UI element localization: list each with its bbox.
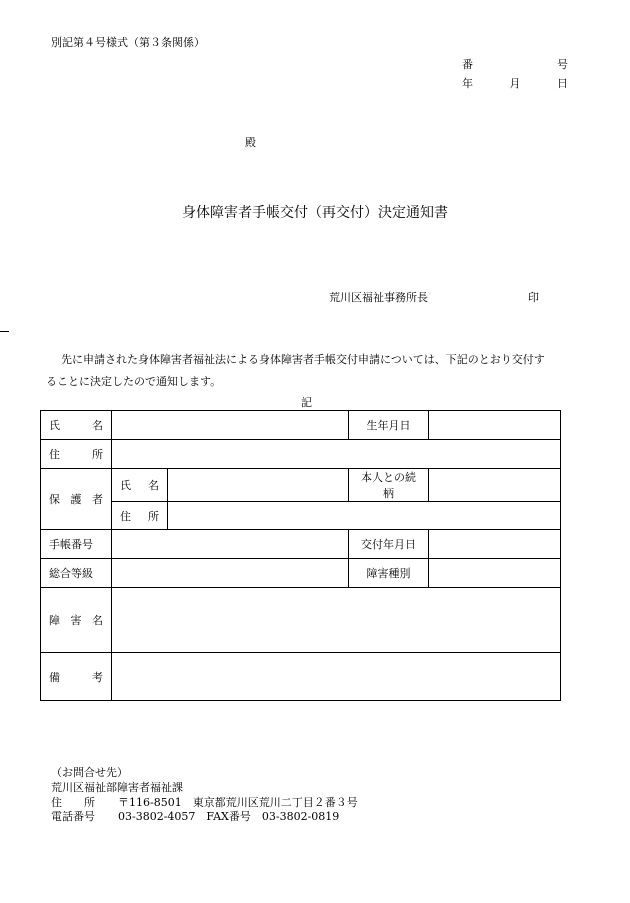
label-address: 住 所 <box>41 440 112 469</box>
form-reference: 別記第４号様式（第３条関係） <box>51 36 205 49</box>
value-remarks[interactable] <box>112 653 561 701</box>
issuer-name: 荒川区福祉事務所長 <box>329 291 428 304</box>
details-table <box>40 410 561 701</box>
contact-department: 荒川区福祉部障害者福祉課 <box>51 781 183 794</box>
table-row <box>41 588 561 653</box>
table-row <box>41 469 561 502</box>
label-name: 氏 名 <box>41 411 112 440</box>
label-disability-name: 障 害 名 <box>41 588 112 653</box>
label-overall-grade: 総合等級 <box>41 559 112 588</box>
table-row <box>41 440 561 469</box>
contact-phone-value: 03-3802-4057 FAX番号 03-3802-0819 <box>118 810 340 823</box>
value-relationship[interactable] <box>429 469 561 502</box>
label-remarks: 備 考 <box>41 653 112 701</box>
value-overall-grade[interactable] <box>112 559 349 588</box>
body-text-line-1: 先に申請された身体障害者福祉法による身体障害者手帳交付申請については、下記のとおり交付す <box>61 353 545 366</box>
value-disability-type[interactable] <box>429 559 561 588</box>
value-guardian-name[interactable] <box>168 469 349 502</box>
table-row <box>41 530 561 559</box>
contact-address-value: 〒116-8501 東京都荒川区荒川二丁目２番３号 <box>118 796 358 809</box>
value-notebook-number[interactable] <box>112 530 349 559</box>
contact-heading: （お問合せ先） <box>51 766 128 779</box>
value-guardian-address[interactable] <box>168 502 561 530</box>
table-row <box>41 411 561 440</box>
document-title: 身体障害者手帳交付（再交付）決定通知書 <box>182 205 448 221</box>
label-issue-date: 交付年月日 <box>349 530 429 559</box>
value-issue-date[interactable] <box>429 530 561 559</box>
label-relationship: 本人との続柄 <box>349 469 429 502</box>
table-row <box>41 502 561 530</box>
table-row <box>41 653 561 701</box>
reference-number: 番 号 <box>462 58 568 71</box>
value-birthdate[interactable] <box>429 411 561 440</box>
contact-address-label: 住 所 <box>51 796 95 809</box>
contact-phone-label: 電話番号 <box>51 810 95 823</box>
fold-mark <box>0 331 9 332</box>
body-text-line-2: ることに決定したので通知します。 <box>46 375 222 388</box>
date-line: 年 月 日 <box>462 77 568 90</box>
value-disability-name[interactable] <box>112 588 561 653</box>
table-row <box>41 559 561 588</box>
value-name[interactable] <box>112 411 349 440</box>
label-disability-type: 障害種別 <box>349 559 429 588</box>
label-birthdate: 生年月日 <box>349 411 429 440</box>
label-guardian-name: 氏 名 <box>112 469 168 502</box>
ki-heading: 記 <box>301 396 312 409</box>
label-guardian: 保 護 者 <box>41 469 112 530</box>
seal-mark: 印 <box>528 291 539 304</box>
label-guardian-address: 住 所 <box>112 502 168 530</box>
addressee-honorific: 殿 <box>245 136 256 149</box>
label-notebook-number: 手帳番号 <box>41 530 112 559</box>
value-address[interactable] <box>112 440 561 469</box>
